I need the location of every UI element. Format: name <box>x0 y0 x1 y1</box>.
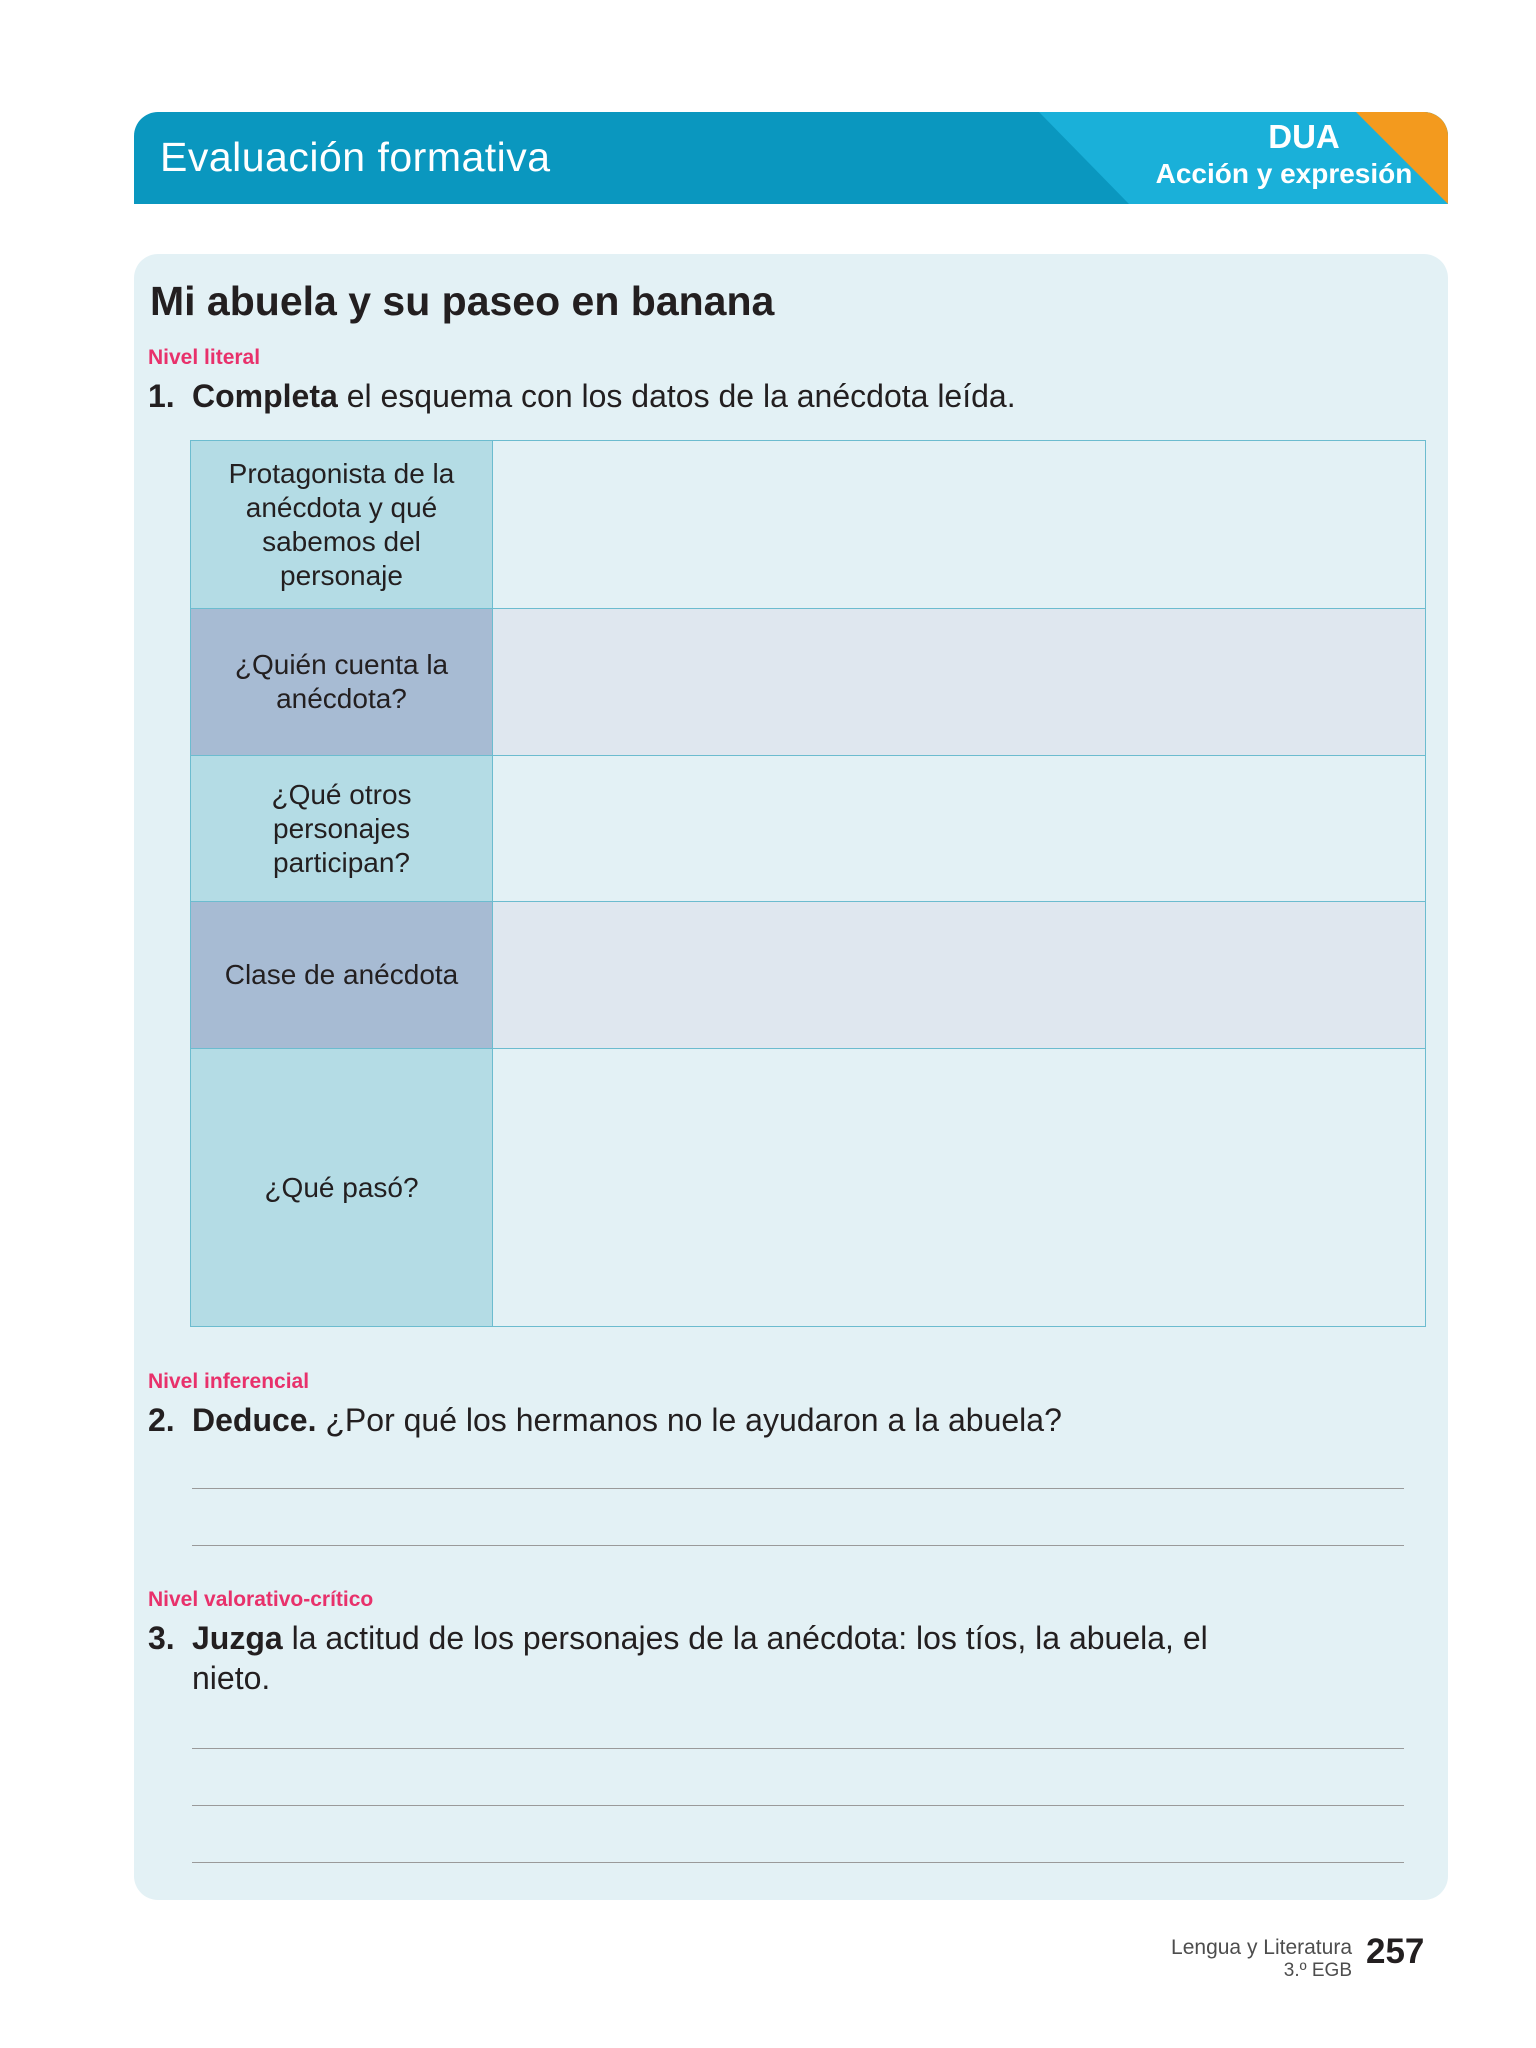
scheme-row <box>191 1049 1426 1327</box>
dua-badge-subtitle: Acción y expresión <box>1155 158 1413 189</box>
scheme-row <box>191 609 1426 756</box>
page-number: 257 <box>1366 1932 1425 1971</box>
anecdote-scheme-table <box>190 440 1426 1327</box>
question-1 <box>148 376 1418 416</box>
answer-line[interactable] <box>192 1805 1404 1806</box>
scheme-answer-cell[interactable] <box>493 441 1426 609</box>
section-banner <box>134 112 1448 204</box>
activity-title: Mi abuela y su paseo en banana <box>150 278 775 324</box>
question-3 <box>148 1618 1418 1698</box>
level-critical-label: Nivel valorativo-crítico <box>148 1588 374 1611</box>
scheme-row <box>191 441 1426 609</box>
answer-line[interactable] <box>192 1545 1404 1546</box>
answer-line[interactable] <box>192 1862 1404 1863</box>
dua-badge-title: DUA <box>1268 118 1340 155</box>
scheme-row <box>191 756 1426 902</box>
question-2 <box>148 1400 1418 1440</box>
level-literal-label: Nivel literal <box>148 346 261 369</box>
question-verb: Completa <box>192 378 338 414</box>
question-number: 1. <box>148 378 175 414</box>
section-title: Evaluación formativa <box>160 134 551 180</box>
scheme-row-label: Protagonista de la anécdota y qué sabemos del personaje <box>191 441 493 609</box>
scheme-row-label: ¿Qué otros personajes participan? <box>191 756 493 902</box>
scheme-row-label: ¿Quién cuenta la anécdota? <box>191 609 493 756</box>
question-text: el esquema con los datos de la anécdota leída. <box>337 378 1016 414</box>
question-text-continued: nieto. <box>192 1660 271 1696</box>
footer-grade: 3.º EGB <box>1283 1960 1352 1981</box>
scheme-answer-cell[interactable] <box>493 902 1426 1049</box>
question-number: 3. <box>148 1620 175 1656</box>
question-number: 2. <box>148 1402 175 1438</box>
activity-card <box>134 254 1448 1900</box>
footer-subject: Lengua y Literatura <box>1171 1936 1352 1959</box>
scheme-row-label: ¿Qué pasó? <box>191 1049 493 1327</box>
scheme-answer-cell[interactable] <box>493 609 1426 756</box>
scheme-row <box>191 902 1426 1049</box>
question-verb: Juzga <box>192 1620 283 1656</box>
level-inferential-label: Nivel inferencial <box>148 1370 310 1393</box>
scheme-row-label: Clase de anécdota <box>191 902 493 1049</box>
question-text: la actitud de los personajes de la anécdota: los tíos, la abuela, el <box>282 1620 1208 1656</box>
question-verb: Deduce. <box>192 1402 317 1438</box>
question-text: ¿Por qué los hermanos no le ayudaron a la abuela? <box>316 1402 1062 1438</box>
answer-line[interactable] <box>192 1748 1404 1749</box>
answer-line[interactable] <box>192 1488 1404 1489</box>
scheme-answer-cell[interactable] <box>493 756 1426 902</box>
scheme-answer-cell[interactable] <box>493 1049 1426 1327</box>
